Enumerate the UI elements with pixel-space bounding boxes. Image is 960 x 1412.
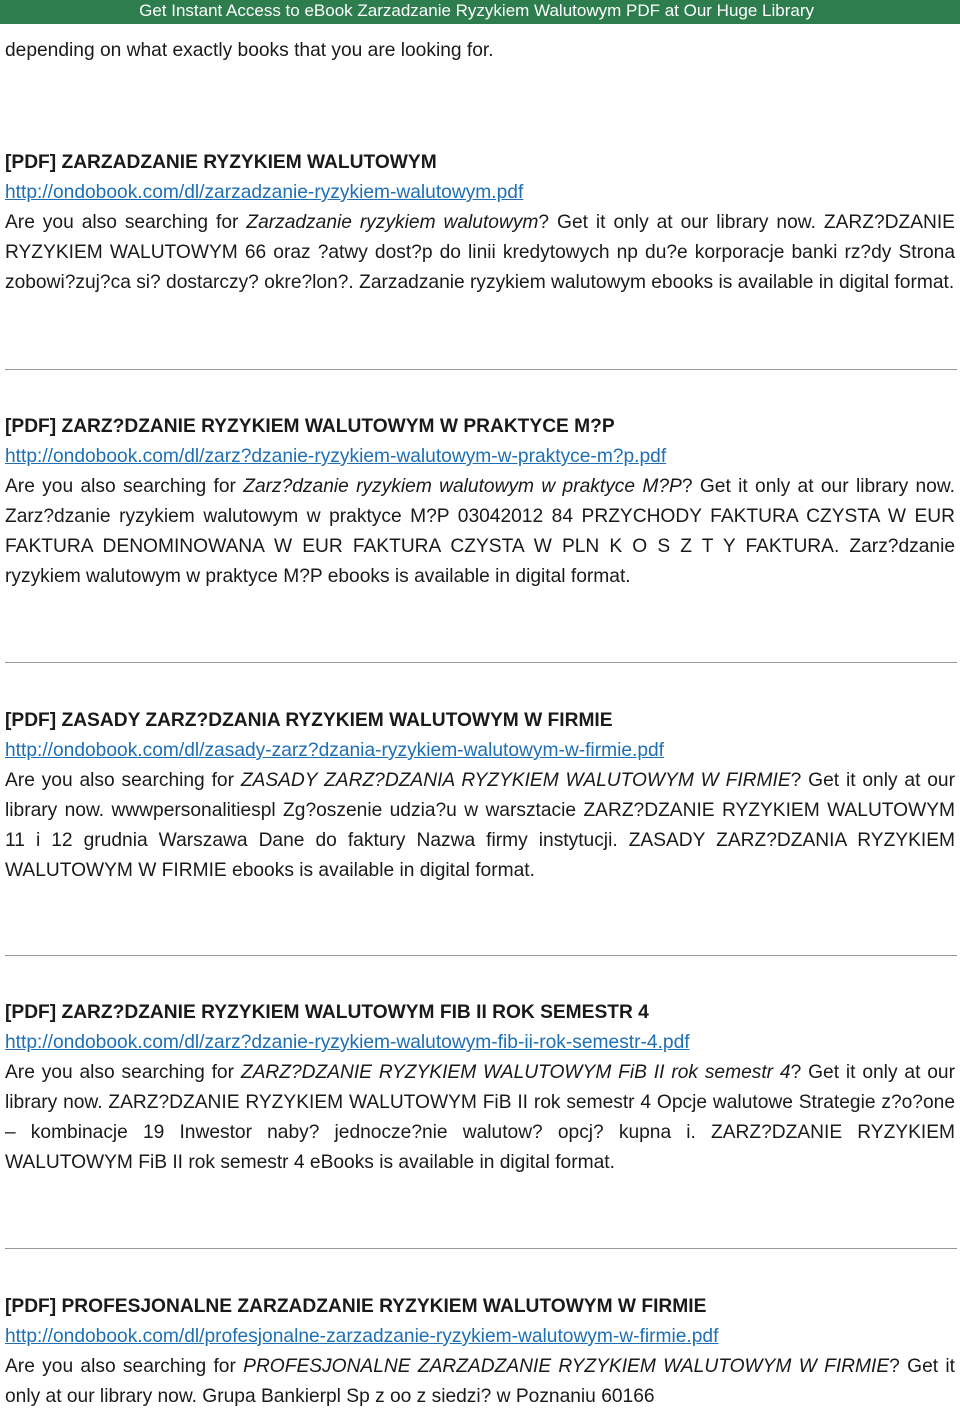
section-divider bbox=[5, 369, 957, 370]
result-link[interactable]: http://ondobook.com/dl/zarz?dzanie-ryzykiem-walutowym-w-praktyce-m?p.pdf bbox=[5, 446, 667, 467]
searched-title: ZASADY ZARZ?DZANIA RYZYKIEM WALUTOWYM W FIRMIE bbox=[240, 770, 791, 791]
result-title: [PDF] ZARZ?DZANIE RYZYKIEM WALUTOWYM W PRAKTYCE M?P bbox=[5, 416, 615, 437]
result-link[interactable]: http://ondobook.com/dl/zarz?dzanie-ryzykiem-walutowym-fib-ii-rok-semestr-4.pdf bbox=[5, 1032, 690, 1053]
result-title: [PDF] PROFESJONALNE ZARZADZANIE RYZYKIEM WALUTOWYM W FIRMIE bbox=[5, 1296, 707, 1317]
searched-title: Zarzadzanie ryzykiem walutowym bbox=[246, 212, 539, 233]
result-link[interactable]: http://ondobook.com/dl/zarzadzanie-ryzykiem-walutowym.pdf bbox=[5, 182, 524, 203]
result-title: [PDF] ZASADY ZARZ?DZANIA RYZYKIEM WALUTOWYM W FIRMIE bbox=[5, 710, 613, 731]
result-link[interactable]: http://ondobook.com/dl/zasady-zarz?dzania-ryzykiem-walutowym-w-firmie.pdf bbox=[5, 740, 665, 761]
result-section bbox=[5, 998, 955, 1178]
section-divider bbox=[5, 662, 957, 663]
searched-title: Zarz?dzanie ryzykiem walutowym w praktyce M?P bbox=[243, 476, 682, 497]
searched-title: PROFESJONALNE ZARZADZANIE RYZYKIEM WALUTOWYM W FIRMIE bbox=[243, 1356, 890, 1377]
result-title: [PDF] ZARZ?DZANIE RYZYKIEM WALUTOWYM FIB II ROK SEMESTR 4 bbox=[5, 1002, 649, 1023]
result-description: Are you also searching for Zarz?dzanie ryzykiem walutowym w praktyce M?P? Get it only at our library now. Zarz?dzanie ryzykiem walutowym w praktyce M?P 03042012 84 PRZYCHODY FAKTURA CZYSTA W EUR FAKTURA DENOMINOWANA W EUR FAKTURA CZYSTA W PLN K O S Z T Y FAKTURA. Zarz?dzanie ryzykiem walutowym w praktyce M?P ebooks is available in digital format. bbox=[5, 476, 955, 587]
result-description: Are you also searching for ZASADY ZARZ?DZANIA RYZYKIEM WALUTOWYM W FIRMIE? Get it only at our library now. wwwpersonalitiespl Zg?oszenie udzia?u w warsztacie ZARZ?DZANIE RYZYKIEM WALUTOWYM 11 i 12 grudnia Warszawa Dane do faktury Nazwa firmy instytucji. ZASADY ZARZ?DZANIA RYZYKIEM WALUTOWYM W FIRMIE ebooks is available in digital format. bbox=[5, 770, 955, 881]
result-section bbox=[5, 148, 955, 298]
result-section bbox=[5, 412, 955, 592]
result-description: Are you also searching for Zarzadzanie ryzykiem walutowym? Get it only at our library now. ZARZ?DZANIE RYZYKIEM WALUTOWYM 66 oraz ?atwy dost?p do linii kredytowych np du?e korporacje banki rz?dy Strona zobowi?zuj?ca si? dostarczy? okre?lon?. Zarzadzanie ryzykiem walutowym ebooks is available in digital format. bbox=[5, 212, 955, 293]
result-section bbox=[5, 706, 955, 886]
result-title: [PDF] ZARZADZANIE RYZYKIEM WALUTOWYM bbox=[5, 152, 437, 173]
section-divider bbox=[5, 1248, 957, 1249]
searched-title: ZARZ?DZANIE RYZYKIEM WALUTOWYM FiB II rok semestr 4 bbox=[240, 1062, 791, 1083]
banner[interactable] bbox=[0, 0, 960, 24]
intro-text: depending on what exactly books that you are looking for. bbox=[5, 40, 494, 61]
result-section bbox=[5, 1292, 955, 1412]
section-divider bbox=[5, 955, 957, 956]
result-description: Are you also searching for PROFESJONALNE ZARZADZANIE RYZYKIEM WALUTOWYM W FIRMIE? Get it only at our library now. Grupa Bankierpl Sp z oo z siedzi? w Poznaniu 60166 bbox=[5, 1356, 955, 1407]
result-description: Are you also searching for ZARZ?DZANIE RYZYKIEM WALUTOWYM FiB II rok semestr 4? Get it only at our library now. ZARZ?DZANIE RYZYKIEM WALUTOWYM FiB II rok semestr 4 Opcje walutowe Strategie z?o?one – kombinacje 19 Inwestor naby? jednocze?nie walutow? opcj? kupna i. ZARZ?DZANIE RYZYKIEM WALUTOWYM FiB II rok semestr 4 eBooks is available in digital format. bbox=[5, 1062, 955, 1173]
result-link[interactable]: http://ondobook.com/dl/profesjonalne-zarzadzanie-ryzykiem-walutowym-w-firmie.pdf bbox=[5, 1326, 719, 1347]
banner-text[interactable]: Get Instant Access to eBook Zarzadzanie Ryzykiem Walutowym PDF at Our Huge Library bbox=[139, 1, 814, 20]
